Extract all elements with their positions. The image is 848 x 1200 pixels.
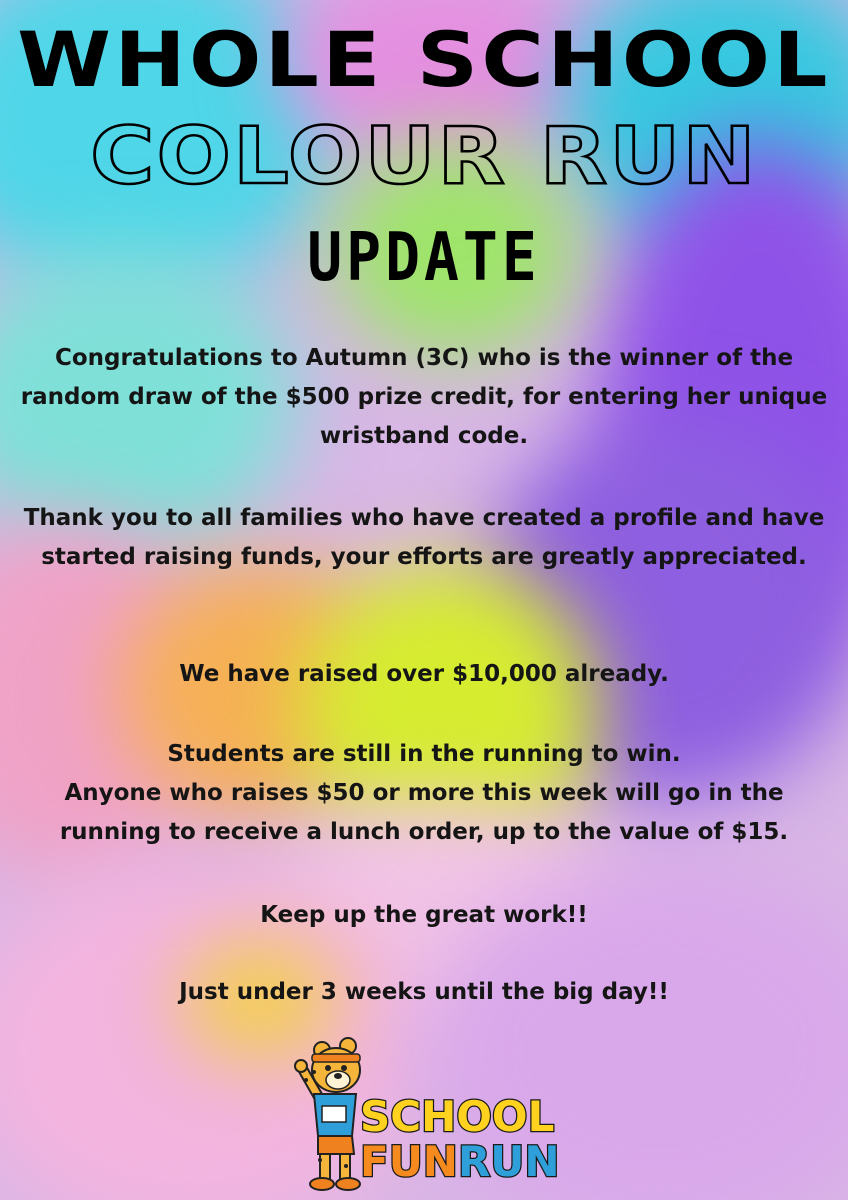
funds-raised-paragraph: We have raised over $10,000 already. (179, 661, 669, 687)
countdown-paragraph: Just under 3 weeks until the big day!! (179, 979, 669, 1005)
incentive-paragraph (10, 735, 838, 852)
headline-update: UPDATE (307, 217, 541, 297)
incentive-line-1: Students are still in the running to win. (167, 741, 681, 767)
headline-whole-school: WHOLE SCHOOL (17, 15, 831, 104)
school-fun-run-logo (292, 1036, 562, 1196)
thanks-paragraph: Thank you to all families who have created a profile and have started raising funds, your efforts are greatly appreciated. (23, 505, 825, 570)
encouragement-paragraph: Keep up the great work!! (260, 902, 588, 928)
incentive-line-2: Anyone who raises $50 or more this week will go in the running to receive a lunch order, up to the value of $15. (59, 780, 789, 845)
winner-paragraph: Congratulations to Autumn (3C) who is the winner of the random draw of the $500 prize credit, for entering her unique wristband code. (20, 345, 828, 449)
logo-word-run: RUN (457, 1137, 560, 1186)
logo-word-fun-run (360, 1137, 560, 1186)
logo-word-school: SCHOOL (360, 1092, 555, 1141)
logo-word-fun: FUN (360, 1137, 458, 1186)
headline-colour-run: COLOUR RUN (90, 112, 758, 202)
cheetah-mascot-icon (295, 1038, 360, 1190)
